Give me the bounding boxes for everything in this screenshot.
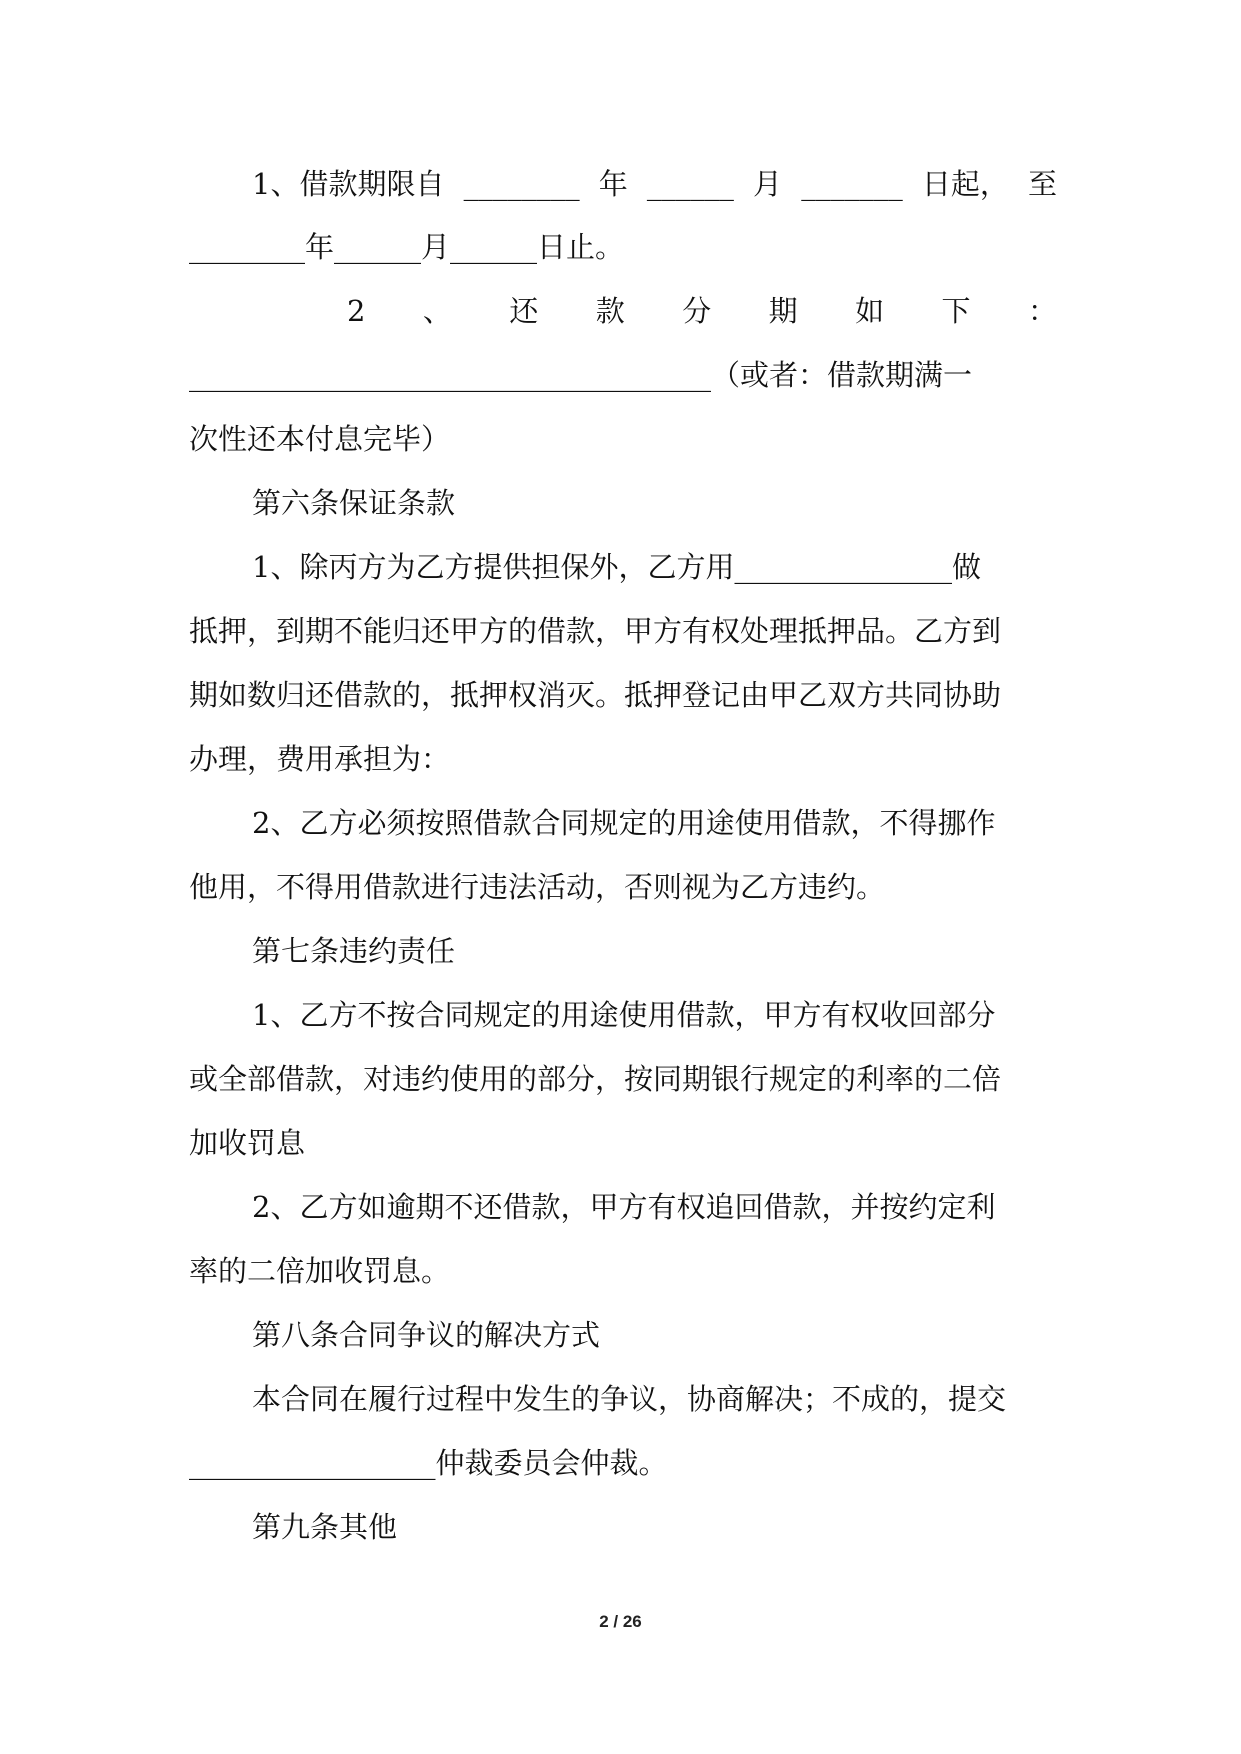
blank-start-day: _______: [801, 167, 903, 201]
clause-6-item-1-line-3: 期如数归还借款的，抵押权消灭。抵押登记由甲乙双方共同协助: [189, 678, 1002, 712]
repayment-colon: ：: [1027, 294, 1057, 328]
clause-6-item-1-line-4: 办理，费用承担为：: [189, 742, 451, 776]
day-start-label: 日起，: [921, 167, 1009, 201]
clause-6-item-2-line-1: 2、乙方必须按照借款合同规定的用途使用借款，不得挪作: [252, 806, 996, 840]
repayment-sep: 、: [422, 294, 452, 328]
loan-term-label: 1、借款期限自: [252, 167, 445, 201]
repayment-char: 期: [768, 294, 798, 328]
clause-6-title: 第六条保证条款: [252, 486, 456, 520]
repayment-line-2: ____________________________________（或者：借款期满一: [189, 358, 973, 392]
loan-term-line-1: [252, 164, 1057, 204]
page-number: 2 / 26: [599, 1612, 642, 1631]
clause-6-item-1-line-1: 1、除丙方为乙方提供担保外，乙方用_______________做: [252, 550, 981, 584]
repayment-char: 如: [855, 294, 885, 328]
loan-term-line-2: ________年______月______日止。: [189, 230, 625, 264]
to-label: 至: [1027, 167, 1057, 201]
clause-7-title: 第七条违约责任: [252, 934, 456, 968]
clause-7-item-1-line-3: 加收罚息: [189, 1126, 306, 1160]
repayment-char: 下: [941, 294, 971, 328]
month-label: 月: [753, 167, 783, 201]
clause-7-item-2-line-2: 率的二倍加收罚息。: [189, 1254, 451, 1288]
clause-6-item-2-line-2: 他用，不得用借款进行违法活动，否则视为乙方违约。: [189, 870, 886, 904]
blank-start-year: ________: [463, 167, 580, 201]
clause-8-line-2: _________________仲裁委员会仲裁。: [189, 1446, 668, 1480]
repayment-line-3: 次性还本付息完毕）: [189, 422, 451, 456]
blank-start-month: ______: [646, 167, 734, 201]
repayment-char: 款: [595, 294, 625, 328]
clause-7-item-1-line-1: 1、乙方不按合同规定的用途使用借款，甲方有权收回部分: [252, 998, 996, 1032]
clause-9-title: 第九条其他: [252, 1510, 398, 1544]
year-label: 年: [598, 167, 628, 201]
repayment-char: 还: [509, 294, 539, 328]
clause-8-title: 第八条合同争议的解决方式: [252, 1318, 601, 1352]
clause-7-item-1-line-2: 或全部借款，对违约使用的部分，按同期银行规定的利率的二倍: [189, 1062, 1002, 1096]
clause-7-item-2-line-1: 2、乙方如逾期不还借款，甲方有权追回借款，并按约定利: [252, 1190, 996, 1224]
repayment-num: 2: [347, 294, 366, 328]
clause-6-item-1-line-2: 抵押，到期不能归还甲方的借款，甲方有权处理抵押品。乙方到: [189, 614, 1002, 648]
clause-8-line-1: 本合同在履行过程中发生的争议，协商解决；不成的，提交: [252, 1382, 1007, 1416]
repayment-line-1: [189, 291, 1057, 331]
repayment-char: 分: [682, 294, 712, 328]
